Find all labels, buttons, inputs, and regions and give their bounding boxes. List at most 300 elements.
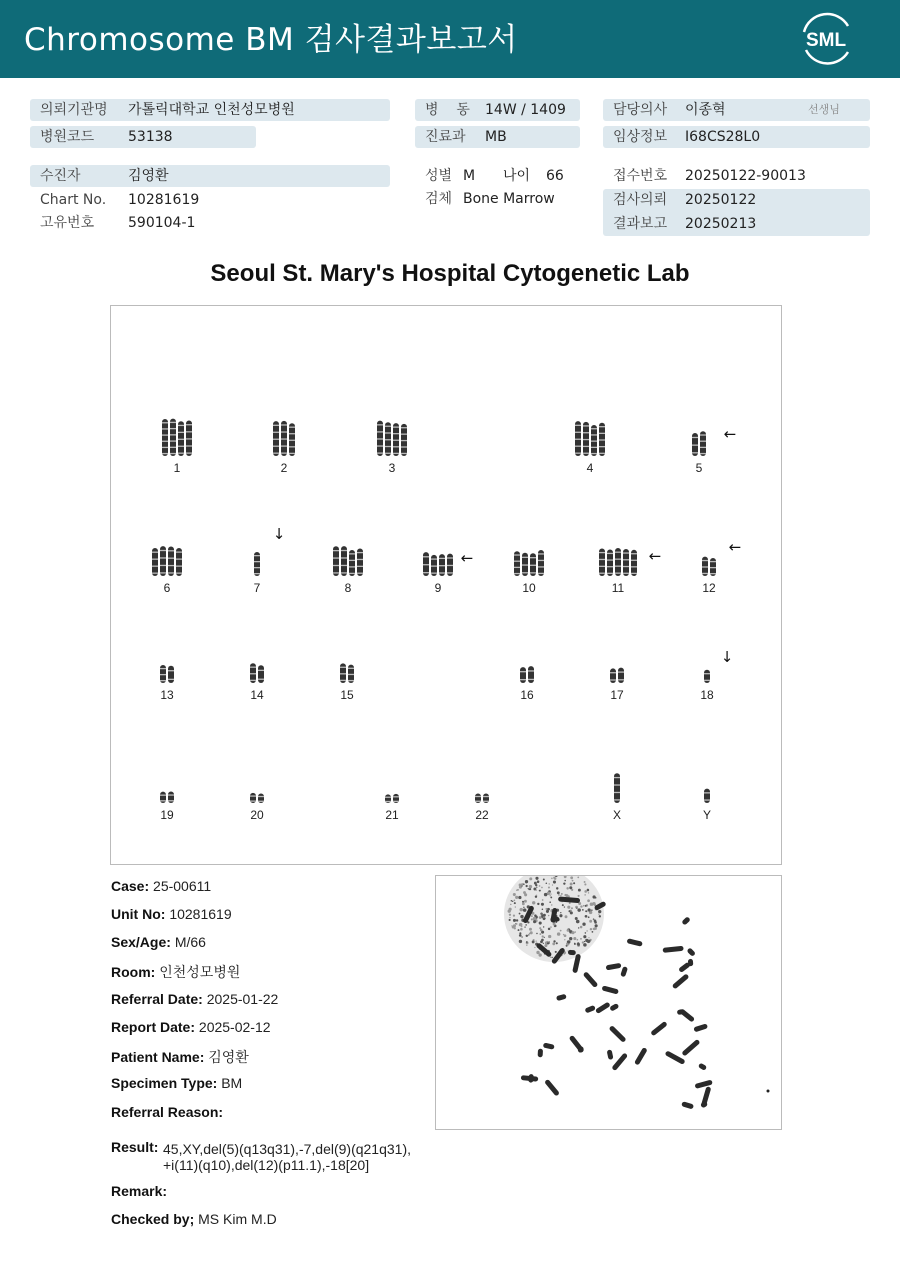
band	[393, 801, 399, 802]
band	[289, 427, 295, 428]
metaphase-chromosome	[609, 1025, 627, 1043]
band	[607, 553, 613, 554]
nucleus-speck	[587, 889, 589, 891]
band	[514, 567, 520, 568]
band	[170, 428, 176, 429]
nucleus-speck	[547, 942, 549, 944]
nucleus-speck	[588, 916, 590, 918]
nucleus-speck	[582, 941, 584, 943]
band	[178, 439, 184, 440]
patient-value: 김영환	[128, 168, 169, 184]
chromosome-1	[178, 421, 184, 456]
chromosome-17	[610, 668, 616, 683]
nucleus-speck	[572, 880, 574, 882]
nucleus-speck	[542, 935, 544, 937]
case-value: 25-00611	[153, 878, 212, 894]
band	[178, 425, 184, 426]
nucleus-speck	[540, 929, 543, 932]
band	[631, 573, 637, 574]
specimen-type-value: BM	[221, 1075, 243, 1091]
band	[341, 550, 347, 551]
nucleus-speck	[523, 908, 527, 912]
band	[475, 801, 481, 802]
nucleus-speck	[575, 917, 578, 920]
band	[349, 560, 355, 561]
sex-value: M	[463, 168, 476, 184]
nucleus-speck	[549, 901, 551, 903]
chromosome-label-Y: Y	[702, 808, 712, 822]
nucleus-speck	[585, 932, 587, 934]
chromosome-label-10: 10	[522, 581, 536, 595]
nucleus-speck	[548, 928, 551, 931]
nucleus-speck	[526, 944, 527, 945]
band	[591, 440, 597, 441]
metaphase-chromosome	[556, 994, 567, 1001]
nucleus-speck	[525, 924, 527, 926]
band	[483, 796, 489, 797]
nucleus-speck	[533, 920, 536, 923]
nucleus-speck	[551, 878, 553, 880]
nucleus-speck	[513, 893, 516, 896]
band	[704, 792, 710, 793]
specimen-field	[415, 188, 590, 210]
band	[168, 565, 174, 566]
nucleus-speck	[580, 905, 582, 907]
chromosome-3	[393, 423, 399, 456]
band	[289, 446, 295, 447]
chromosome-label-21: 21	[385, 808, 399, 822]
band	[522, 557, 528, 558]
band	[575, 446, 581, 447]
band	[162, 434, 168, 435]
report-title: Chromosome BM 검사결과보고서	[24, 22, 518, 58]
unit-no-label: Unit No:	[111, 906, 166, 922]
band	[160, 550, 166, 551]
band	[170, 447, 176, 448]
logo-text: SML	[805, 30, 847, 51]
doctor-field	[603, 99, 870, 121]
band	[385, 439, 391, 440]
chromosome-16	[520, 667, 526, 683]
band	[250, 795, 256, 796]
chromosome-16	[528, 666, 534, 683]
nucleus-speck	[531, 918, 533, 920]
metaphase-chromosome	[583, 971, 599, 988]
band	[281, 424, 287, 425]
band	[250, 673, 256, 674]
band	[599, 446, 605, 447]
chromosome-label-18: 18	[700, 688, 714, 702]
metaphase-chromosome	[595, 1002, 611, 1014]
band	[357, 573, 363, 574]
nucleus-speck	[519, 940, 522, 943]
chromosome-label-6: 6	[163, 581, 171, 595]
band	[447, 557, 453, 558]
chromosome-label-20: 20	[250, 808, 264, 822]
band	[186, 438, 192, 439]
band	[385, 453, 391, 454]
band	[162, 453, 168, 454]
chromosome-label-12: 12	[702, 581, 716, 595]
metaphase-chromosome	[686, 947, 695, 957]
nucleus-speck	[529, 885, 532, 888]
nucleus-speck	[582, 923, 585, 926]
band	[522, 572, 528, 573]
speck	[767, 1090, 770, 1093]
nucleus-speck	[529, 928, 532, 931]
clinical-info-label: 임상정보	[613, 129, 668, 145]
band	[575, 453, 581, 454]
nucleus-speck	[570, 883, 573, 886]
nucleus-speck	[521, 926, 522, 927]
band	[377, 452, 383, 453]
band	[700, 447, 706, 448]
nucleus-speck	[537, 880, 540, 883]
band	[528, 670, 534, 671]
nucleus-speck	[539, 933, 541, 935]
metaphase-chromosome	[569, 1035, 585, 1054]
nucleus-speck	[542, 899, 544, 901]
patient-name-label: Patient Name:	[111, 1049, 205, 1065]
nucleus-speck	[523, 891, 526, 894]
ward-label: 병 동	[425, 102, 470, 118]
band	[357, 566, 363, 567]
chromosome-label-16: 16	[520, 688, 534, 702]
sex-age-value: M/66	[174, 934, 206, 950]
department-field	[415, 126, 580, 148]
band	[250, 680, 256, 681]
referral-date-value: 2025-01-22	[206, 991, 279, 1007]
band	[631, 566, 637, 567]
nucleus-speck	[577, 877, 579, 879]
metaphase-chromosome	[634, 1047, 648, 1065]
nucleus-speck	[580, 926, 583, 929]
doctor-suffix: 선생님	[808, 103, 840, 116]
band	[254, 555, 260, 556]
band	[538, 573, 544, 574]
nucleus-speck	[525, 885, 527, 887]
nucleus-speck	[576, 907, 577, 908]
nucleus-speck	[516, 919, 518, 921]
remark-label: Remark:	[111, 1183, 168, 1199]
band	[599, 426, 605, 427]
nucleus-speck	[565, 894, 568, 897]
band	[583, 453, 589, 454]
sex-age-field	[415, 165, 590, 187]
band	[254, 567, 260, 568]
nucleus-speck	[543, 917, 544, 918]
band	[160, 680, 166, 681]
nucleus-speck	[580, 938, 581, 939]
nucleus-speck	[543, 926, 544, 927]
band	[273, 446, 279, 447]
chromosome-label-X: X	[612, 808, 622, 822]
nucleus-speck	[598, 913, 599, 914]
band	[538, 566, 544, 567]
nucleus-speck	[521, 885, 522, 886]
chromosome-Y	[704, 789, 710, 803]
band	[702, 560, 708, 561]
nucleus-speck	[532, 901, 535, 904]
nucleus-speck	[516, 923, 518, 925]
metaphase-chromosome	[544, 1079, 560, 1097]
chromosome-label-22: 22	[475, 808, 489, 822]
date-block	[603, 189, 870, 236]
nucleus-speck	[521, 936, 523, 938]
metaphase-figure	[436, 876, 781, 1129]
band	[447, 572, 453, 573]
band	[160, 557, 166, 558]
band	[599, 433, 605, 434]
nucleus-speck	[570, 876, 573, 879]
nucleus-speck	[526, 941, 528, 943]
band	[700, 441, 706, 442]
band	[357, 559, 363, 560]
band	[281, 452, 287, 453]
age-value: 66	[546, 168, 564, 184]
chromosome-2	[281, 421, 287, 456]
nucleus-speck	[534, 914, 536, 916]
band	[614, 784, 620, 785]
result-line	[111, 1139, 158, 1155]
band	[186, 452, 192, 453]
nucleus-speck	[584, 894, 586, 896]
band	[631, 553, 637, 554]
report-date-line	[111, 1019, 271, 1035]
nucleus-speck	[561, 893, 562, 894]
metaphase-chromosome	[528, 1074, 534, 1083]
abnormality-arrow: ↓	[720, 648, 734, 666]
hospital-code-value: 53138	[128, 129, 173, 145]
band	[423, 556, 429, 557]
chart-no-field	[30, 189, 390, 211]
band	[520, 679, 526, 680]
nucleus-speck	[564, 939, 565, 940]
band	[357, 552, 363, 553]
band	[348, 674, 354, 675]
band	[170, 434, 176, 435]
nucleus-speck	[568, 910, 570, 912]
chromosome-label-14: 14	[250, 688, 264, 702]
band	[591, 428, 597, 429]
nucleus-speck	[539, 890, 541, 892]
metaphase-chromosome	[693, 1023, 708, 1032]
hospital-code-field	[30, 126, 256, 148]
band	[607, 566, 613, 567]
nucleus-speck	[535, 889, 536, 890]
band	[583, 425, 589, 426]
metaphase-chromosome	[602, 985, 619, 994]
nucleus-speck	[592, 902, 595, 905]
nucleus-speck	[598, 910, 601, 913]
nucleus-speck	[564, 934, 567, 937]
nucleus-speck	[584, 881, 586, 883]
metaphase-image	[435, 875, 782, 1130]
chromosome-label-3: 3	[388, 461, 396, 475]
report-date-label: 결과보고	[613, 216, 668, 232]
chromosome-label-5: 5	[695, 461, 703, 475]
chromosome-label-13: 13	[160, 688, 174, 702]
band	[401, 446, 407, 447]
nucleus-speck	[543, 943, 544, 944]
metaphase-chromosome	[698, 1063, 707, 1071]
nucleus-speck	[550, 956, 551, 957]
specimen-type-line	[111, 1075, 242, 1091]
chromosome-2	[289, 423, 295, 456]
nucleus-speck	[509, 919, 511, 921]
nucleus-speck	[537, 903, 539, 905]
unique-no-label: 고유번호	[40, 215, 95, 231]
band	[615, 559, 621, 560]
specimen-type-label: Specimen Type:	[111, 1075, 218, 1091]
nucleus-speck	[536, 895, 537, 896]
band	[439, 565, 445, 566]
band	[152, 552, 158, 553]
nucleus-speck	[599, 915, 601, 917]
nucleus-speck	[530, 931, 533, 934]
nucleus-speck	[544, 937, 545, 938]
nucleus-speck	[511, 900, 513, 902]
nucleus-speck	[543, 914, 546, 917]
result-value-2: +i(11)(q10),del(12)(p11.1),-18[20]	[163, 1157, 370, 1173]
nucleus-speck	[541, 939, 544, 942]
nucleus-speck	[591, 909, 593, 911]
chromosome-13	[168, 666, 174, 683]
nucleus-speck	[553, 943, 555, 945]
band	[599, 552, 605, 553]
nucleus-speck	[585, 905, 587, 907]
nucleus-speck	[509, 917, 510, 918]
nucleus-speck	[544, 944, 547, 947]
nucleus-speck	[588, 908, 591, 911]
nucleus-speck	[513, 915, 515, 917]
metaphase-chromosome	[650, 1021, 668, 1036]
nucleus-speck	[584, 890, 587, 893]
nucleus-speck	[509, 908, 512, 911]
band	[340, 680, 346, 681]
chromosome-label-9: 9	[434, 581, 442, 595]
band	[520, 671, 526, 672]
band	[176, 558, 182, 559]
band	[575, 432, 581, 433]
specimen-value: Bone Marrow	[463, 191, 555, 207]
nucleus-speck	[535, 877, 538, 880]
band	[483, 801, 489, 802]
nucleus-speck	[515, 896, 518, 899]
nucleus-speck	[550, 926, 552, 928]
checked-by-label: Checked by;	[111, 1211, 195, 1227]
nucleus-speck	[577, 908, 580, 911]
nucleus-speck	[544, 918, 546, 920]
band	[333, 565, 339, 566]
band	[431, 572, 437, 573]
nucleus-speck	[525, 880, 528, 883]
nucleus-speck	[523, 907, 524, 908]
nucleus-speck	[558, 894, 560, 896]
nucleus-speck	[582, 909, 584, 911]
band	[341, 557, 347, 558]
nucleus-speck	[567, 929, 570, 932]
nucleus-speck	[569, 937, 572, 940]
band	[152, 573, 158, 574]
chromosome-label-7: 7	[253, 581, 261, 595]
referral-reason-line	[111, 1104, 223, 1120]
band	[385, 797, 391, 798]
band	[393, 796, 399, 797]
referral-date-label: Referral Date:	[111, 991, 203, 1007]
band	[615, 566, 621, 567]
nucleus-speck	[513, 919, 516, 922]
abnormality-arrow: ←	[723, 425, 737, 443]
band	[281, 431, 287, 432]
unit-no-line	[111, 906, 232, 922]
band	[281, 445, 287, 446]
nucleus-speck	[535, 940, 536, 941]
band	[333, 572, 339, 573]
band	[385, 426, 391, 427]
band	[186, 445, 192, 446]
band	[431, 558, 437, 559]
nucleus-speck	[549, 883, 550, 884]
nucleus-speck	[574, 931, 576, 933]
abnormality-arrow: ↓	[272, 525, 286, 543]
band	[385, 446, 391, 447]
age-label: 나이	[503, 168, 531, 184]
nucleus-speck	[549, 895, 550, 896]
nucleus-speck	[526, 935, 528, 937]
band	[176, 551, 182, 552]
nucleus-speck	[560, 930, 562, 932]
request-date-value: 20250122	[685, 192, 757, 208]
chromosome-label-8: 8	[344, 581, 352, 595]
nucleus-speck	[557, 891, 560, 894]
band	[401, 453, 407, 454]
band	[623, 566, 629, 567]
band	[349, 566, 355, 567]
band	[514, 554, 520, 555]
nucleus-speck	[585, 910, 587, 912]
chromosome-label-19: 19	[160, 808, 174, 822]
band	[289, 433, 295, 434]
band	[377, 431, 383, 432]
metaphase-chromosome	[607, 1049, 614, 1060]
chromosome-18	[704, 670, 710, 683]
nucleus-speck	[574, 943, 576, 945]
remark-line	[111, 1183, 167, 1199]
band	[530, 565, 536, 566]
patient-field	[30, 165, 390, 187]
band	[168, 800, 174, 801]
band	[393, 446, 399, 447]
nucleus-speck	[562, 904, 564, 906]
nucleus-speck	[578, 889, 581, 892]
nucleus-speck	[536, 951, 539, 954]
band	[710, 573, 716, 574]
nucleus-speck	[573, 937, 576, 940]
nucleus-speck	[519, 913, 521, 915]
nucleus-speck	[566, 887, 568, 889]
band	[168, 572, 174, 573]
nucleus-speck	[583, 943, 587, 947]
nucleus-speck	[567, 906, 570, 909]
nucleus-speck	[578, 927, 579, 928]
nucleus-speck	[509, 914, 511, 916]
band	[591, 447, 597, 448]
band	[692, 437, 698, 438]
nucleus-speck	[515, 906, 516, 907]
metaphase-chromosome	[672, 973, 690, 989]
band	[258, 679, 264, 680]
